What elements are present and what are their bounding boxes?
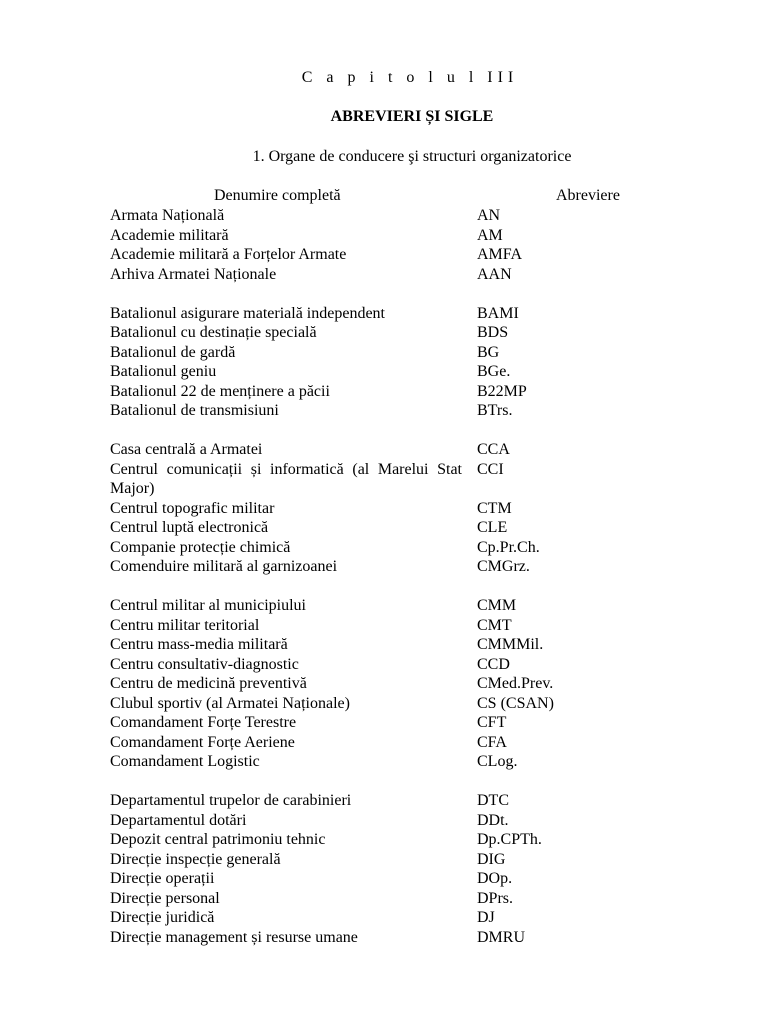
full-name-cell: Armata Națională bbox=[110, 207, 225, 224]
page-title: ABREVIERI ȘI SIGLE bbox=[330, 108, 494, 125]
abbreviation-cell: BDS bbox=[477, 324, 509, 341]
abbreviation-cell: CTM bbox=[477, 499, 512, 517]
abbreviation-cell: DPrs. bbox=[477, 889, 514, 907]
table-row bbox=[110, 245, 710, 265]
full-name-cell: Arhiva Armatei Naționale bbox=[110, 265, 277, 283]
abbreviation-cell: AN bbox=[477, 207, 501, 224]
table-row bbox=[110, 791, 710, 811]
abbreviation-cell: DTC bbox=[477, 792, 509, 809]
table-row bbox=[110, 850, 710, 870]
abbreviation-cell: CFT bbox=[477, 714, 507, 731]
full-name-cell: Companie protecție chimică bbox=[110, 538, 291, 556]
abbreviation-cell: DIG bbox=[477, 850, 506, 868]
full-name-cell: Clubul sportiv (al Armatei Naționale) bbox=[110, 694, 350, 712]
abbreviation-cell: CMM bbox=[477, 597, 517, 614]
full-name-cell: Direcție management și resurse umane bbox=[110, 928, 358, 946]
full-name-cell: Batalionul asigurare materială independent bbox=[110, 304, 385, 322]
table-row bbox=[110, 694, 710, 714]
abbreviation-cell: BTrs. bbox=[477, 402, 513, 419]
full-name-cell: Departamentul trupelor de carabinieri bbox=[110, 792, 352, 809]
full-name-cell: Comandament Logistic bbox=[110, 753, 260, 770]
table-row bbox=[110, 557, 710, 577]
abbreviation-list bbox=[110, 206, 710, 967]
full-name-cell: Batalionul de transmisiuni bbox=[110, 402, 279, 419]
column-header-abbreviation: Abreviere bbox=[556, 187, 620, 204]
full-name-cell: Comandament Forțe Terestre bbox=[110, 714, 297, 731]
table-row bbox=[110, 733, 710, 753]
full-name-cell: Casa centrală a Armatei bbox=[110, 441, 263, 458]
table-row bbox=[110, 908, 710, 928]
table-row bbox=[110, 713, 710, 733]
full-name-cell: Depozit central patrimoniu tehnic bbox=[110, 831, 326, 848]
table-row bbox=[110, 206, 710, 226]
full-name-cell: Batalionul de gardă bbox=[110, 343, 236, 361]
abbreviation-cell: CMGrz. bbox=[477, 558, 530, 575]
table-row bbox=[110, 752, 710, 772]
section-heading: 1. Organe de conducere şi structuri organizatorice bbox=[252, 148, 572, 165]
full-name-cell: Direcție operații bbox=[110, 870, 215, 887]
full-name-cell: Academie militară a Forțelor Armate bbox=[110, 246, 347, 263]
full-name-cell: Direcție juridică bbox=[110, 909, 215, 926]
full-name-cell: Batalionul 22 de menținere a păcii bbox=[110, 382, 330, 400]
table-row bbox=[110, 538, 710, 558]
table-row bbox=[110, 265, 710, 285]
abbreviation-cell: CLE bbox=[477, 519, 508, 536]
abbreviation-group bbox=[110, 304, 710, 421]
full-name-cell: Direcție personal bbox=[110, 889, 220, 907]
table-row bbox=[110, 928, 710, 948]
table-row bbox=[110, 655, 710, 675]
abbreviation-cell: CMT bbox=[477, 616, 512, 634]
table-row bbox=[110, 499, 710, 519]
abbreviation-cell: B22MP bbox=[477, 382, 527, 400]
table-row bbox=[110, 869, 710, 889]
full-name-cell: Departamentul dotări bbox=[110, 811, 247, 829]
full-name-cell: Centrul comunicații și informatică (al Marelui Stat Major) bbox=[110, 460, 462, 497]
table-row bbox=[110, 889, 710, 909]
full-name-cell: Batalionul cu destinație specială bbox=[110, 324, 317, 341]
abbreviation-cell: BG bbox=[477, 343, 500, 361]
abbreviation-cell: BGe. bbox=[477, 363, 511, 380]
full-name-cell: Academie militară bbox=[110, 226, 229, 244]
table-row bbox=[110, 304, 710, 324]
table-row bbox=[110, 674, 710, 694]
abbreviation-cell: AMFA bbox=[477, 246, 523, 263]
column-header-name: Denumire completă bbox=[214, 187, 341, 204]
table-row bbox=[110, 518, 710, 538]
full-name-cell: Centru mass-media militară bbox=[110, 636, 288, 653]
full-name-cell: Centru consultativ-diagnostic bbox=[110, 655, 299, 673]
full-name-cell: Comandament Forțe Aeriene bbox=[110, 733, 295, 751]
abbreviation-cell: CCI bbox=[477, 460, 504, 478]
chapter-heading: C a p i t o l u l III bbox=[301, 69, 519, 86]
abbreviation-cell: DOp. bbox=[477, 870, 513, 887]
table-row bbox=[110, 460, 710, 499]
abbreviation-group bbox=[110, 791, 710, 947]
abbreviation-cell: Dp.CPTh. bbox=[477, 831, 542, 848]
table-row bbox=[110, 440, 710, 460]
abbreviation-group bbox=[110, 440, 710, 577]
table-row bbox=[110, 343, 710, 363]
abbreviation-cell: DMRU bbox=[477, 928, 526, 946]
abbreviation-cell: CS (CSAN) bbox=[477, 694, 554, 712]
abbreviation-cell: BAMI bbox=[477, 304, 519, 322]
abbreviation-cell: Cp.Pr.Ch. bbox=[477, 538, 540, 556]
full-name-cell: Centru de medicină preventivă bbox=[110, 675, 307, 692]
full-name-cell: Centru militar teritorial bbox=[110, 616, 260, 634]
full-name-cell: Batalionul geniu bbox=[110, 363, 217, 380]
full-name-cell: Centrul luptă electronică bbox=[110, 519, 269, 536]
table-row bbox=[110, 596, 710, 616]
table-row bbox=[110, 811, 710, 831]
table-row bbox=[110, 830, 710, 850]
abbreviation-cell: DDt. bbox=[477, 811, 509, 829]
abbreviation-cell: CMMMil. bbox=[477, 636, 544, 653]
table-row bbox=[110, 226, 710, 246]
full-name-cell: Direcție inspecție generală bbox=[110, 850, 281, 868]
table-row bbox=[110, 616, 710, 636]
table-row bbox=[110, 382, 710, 402]
table-row bbox=[110, 362, 710, 382]
abbreviation-cell: CCD bbox=[477, 655, 510, 673]
abbreviation-cell: CFA bbox=[477, 733, 507, 751]
abbreviation-group bbox=[110, 596, 710, 772]
abbreviation-group bbox=[110, 206, 710, 284]
table-row bbox=[110, 401, 710, 421]
full-name-cell: Centrul topografic militar bbox=[110, 499, 275, 517]
abbreviation-cell: CMed.Prev. bbox=[477, 675, 554, 692]
abbreviation-cell: DJ bbox=[477, 909, 495, 926]
abbreviation-cell: CCA bbox=[477, 441, 510, 458]
abbreviation-cell: AAN bbox=[477, 265, 512, 283]
table-row bbox=[110, 635, 710, 655]
abbreviation-cell: AM bbox=[477, 226, 503, 244]
table-row bbox=[110, 323, 710, 343]
full-name-cell: Centrul militar al municipiului bbox=[110, 597, 306, 614]
abbreviation-cell: CLog. bbox=[477, 753, 518, 770]
full-name-cell: Comenduire militară al garnizoanei bbox=[110, 558, 338, 575]
